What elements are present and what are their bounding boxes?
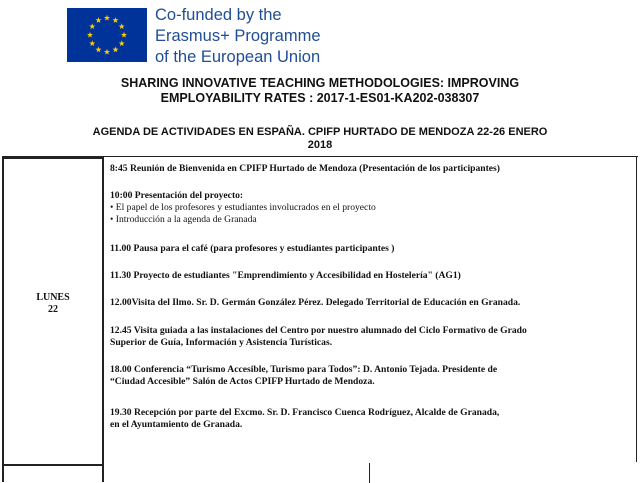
day-label	[4, 292, 102, 316]
event-line: en el Ayuntamiento de Granada.	[110, 419, 243, 430]
project-title-line-2: EMPLOYABILITY RATES : 2017-1-ES01-KA202-038307	[160, 91, 480, 105]
next-row-divider	[369, 463, 370, 483]
eu-star-icon	[95, 47, 101, 53]
event-line: 12.00Visita del Ilmo. Sr. D. Germán González Pérez. Delegado Territorial de Educación en Granada.	[110, 297, 521, 308]
logo-line-3: of the European Union	[155, 48, 321, 66]
event-presentation	[110, 190, 632, 226]
event-delegate-visit	[110, 297, 632, 309]
project-title-line-1: SHARING INNOVATIVE TEACHING METHODOLOGIES: IMPROVING	[120, 76, 520, 90]
agenda-title	[0, 126, 640, 152]
document-header	[0, 0, 640, 150]
agenda-title-line-2: 2018	[307, 139, 333, 151]
event-bullet: • El papel de los profesores y estudiantes involucrados en el proyecto	[110, 202, 376, 213]
day-cell	[2, 157, 104, 466]
next-row-day-cell	[2, 462, 104, 482]
event-line: 11.30 Proyecto de estudiantes "Emprendimiento y Accesibilidad en Hostelería" (AG1)	[110, 270, 461, 281]
project-title	[0, 76, 640, 106]
eu-flag-icon	[67, 8, 147, 62]
eu-star-icon	[112, 47, 118, 53]
eu-star-icon	[89, 40, 95, 46]
day-name: LUNES	[36, 292, 70, 303]
event-line: 19.30 Recepción por parte del Excmo. Sr. D. Francisco Cuenca Rodríguez, Alcalde de Granada,	[110, 407, 500, 418]
eu-star-icon	[119, 40, 125, 46]
logo-line-2: Erasmus+ Programme	[155, 27, 321, 45]
erasmus-logo-text	[155, 5, 321, 68]
events-cell	[102, 157, 637, 462]
event-guided-tour	[110, 325, 632, 349]
event-line: 12.45 Visita guiada a las instalaciones del Centro por nuestro alumnado del Ciclo Formativo de Grado	[110, 325, 527, 336]
event-student-project	[110, 270, 632, 282]
event-bullet: • Introducción a la agenda de Granada	[110, 214, 257, 225]
event-reception	[110, 407, 632, 431]
event-line: 18.00 Conferencia “Turismo Accesible, Turismo para Todos”: D. Antonio Tejada. Presidente de	[110, 364, 498, 375]
eu-star-icon	[89, 23, 95, 29]
event-line: 8:45 Reunión de Bienvenida en CPIFP Hurtado de Mendoza (Presentación de los participantes)	[110, 163, 500, 174]
event-line: “Ciudad Accesible” Salón de Actos CPIFP Hurtado de Mendoza.	[110, 376, 375, 387]
event-conference	[110, 364, 632, 388]
eu-star-icon	[112, 17, 118, 23]
event-line: 10:00 Presentación del proyecto:	[110, 190, 244, 201]
logo-line-1: Co-funded by the	[155, 6, 282, 24]
day-number: 22	[48, 304, 58, 315]
eu-star-icon	[95, 17, 101, 23]
eu-star-icon	[121, 32, 127, 38]
event-line: 11.00 Pausa para el café (para profesores y estudiantes participantes )	[110, 243, 395, 254]
event-coffee-break	[110, 243, 632, 255]
eu-star-icon	[104, 15, 110, 21]
agenda-title-line-1: AGENDA DE ACTIVIDADES EN ESPAÑA. CPIFP HURTADO DE MENDOZA 22-26 ENERO	[92, 126, 548, 138]
agenda-table	[2, 156, 638, 477]
event-line: Superior de Guía, Información y Asistencia Turísticas.	[110, 337, 333, 348]
eu-star-icon	[119, 23, 125, 29]
event-welcome	[110, 163, 632, 175]
eu-star-icon	[87, 32, 93, 38]
eu-star-icon	[104, 49, 110, 55]
